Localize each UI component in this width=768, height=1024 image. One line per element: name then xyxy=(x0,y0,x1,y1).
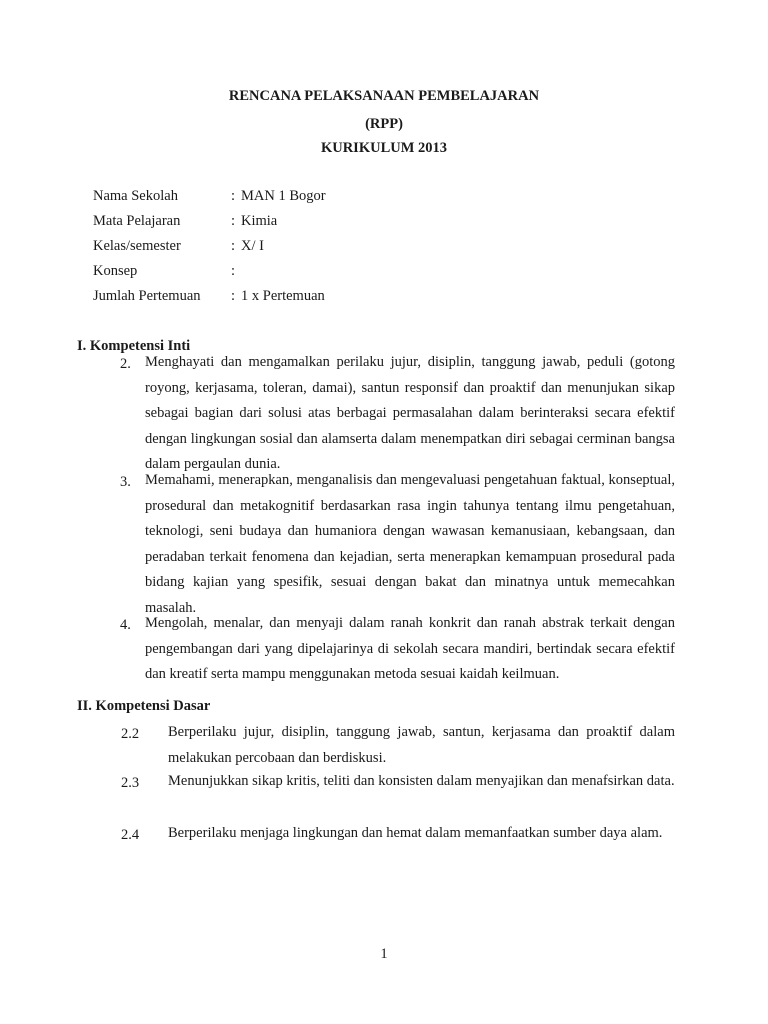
list-item-number: 2.4 xyxy=(121,827,140,843)
list-item-text: Berperilaku jujur, disiplin, tanggung jawab, santun, kerjasama dan proaktif dalam melakukan percobaan dan berdiskusi. xyxy=(168,724,675,766)
list-item-number: 2. xyxy=(120,356,131,372)
list-item-number: 4. xyxy=(120,617,131,633)
identity-separator: : xyxy=(231,188,236,204)
document-title: RENCANA PELAKSANAAN PEMBELAJARAN xyxy=(228,88,540,104)
section-heading-kompetensi-dasar: II. Kompetensi Dasar xyxy=(77,698,211,714)
identity-value: 1 x Pertemuan xyxy=(241,288,325,304)
identity-label: Jumlah Pertemuan xyxy=(93,288,201,304)
page-number: 1 xyxy=(380,946,388,962)
identity-label: Konsep xyxy=(93,263,138,279)
identity-label: Mata Pelajaran xyxy=(93,213,181,229)
list-item-number: 2.2 xyxy=(121,726,140,742)
section-heading-kompetensi-inti: I. Kompetensi Inti xyxy=(77,338,191,354)
list-item-text: Mengolah, menalar, dan menyaji dalam ranah konkrit dan ranah abstrak terkait dengan pengembangan dari yang dipelajarinya di sekolah secara mandiri, bertindak secara efektif dan kreatif serta mampu menggunakan metoda sesuai kaidah keilmuan. xyxy=(145,615,675,682)
identity-label: Nama Sekolah xyxy=(93,188,178,204)
list-item-text: Menghayati dan mengamalkan perilaku jujur, disiplin, tanggung jawab, peduli (gotong royong, kerjasama, toleran, damai), santun responsif dan proaktif dan menunjukan sikap sebagai bagian dari solusi atas berbagai permasalahan dalam berinteraksi secara efektif dengan lingkungan sosial dan alamserta dalam menempatkan diri sebagai cerminan bangsa dalam pergaulan dunia. xyxy=(145,354,675,472)
list-item-number: 3. xyxy=(120,474,131,490)
list-item-text: Memahami, menerapkan, menganalisis dan mengevaluasi pengetahuan faktual, konseptual, prosedural dan metakognitif berdasarkan rasa ingin tahunya tentang ilmu pengetahuan, teknologi, seni budaya dan humaniora dengan wawasan kemanusiaan, kebangsaan, dan peradaban terkait fenomena dan kejadian, serta menerapkan kemampuan prosedural pada bidang kajian yang spesifik, sesuai dengan bakat dan minatnya untuk memecahkan masalah. xyxy=(145,472,675,616)
identity-separator: : xyxy=(231,263,236,279)
list-item-number: 2.3 xyxy=(121,775,140,791)
identity-value: MAN 1 Bogor xyxy=(241,188,326,204)
identity-separator: : xyxy=(231,213,236,229)
identity-value: Kimia xyxy=(241,213,278,229)
identity-value: X/ I xyxy=(241,238,264,254)
identity-label: Kelas/semester xyxy=(93,238,181,254)
list-item-text: Menunjukkan sikap kritis, teliti dan konsisten dalam menyajikan dan menafsirkan data. xyxy=(168,773,675,789)
document-subtitle-curriculum: KURIKULUM 2013 xyxy=(320,140,448,156)
document-subtitle-rpp: (RPP) xyxy=(365,116,403,132)
list-item-text: Berperilaku menjaga lingkungan dan hemat dalam memanfaatkan sumber daya alam. xyxy=(168,825,663,841)
identity-separator: : xyxy=(231,238,236,254)
identity-separator: : xyxy=(231,288,236,304)
